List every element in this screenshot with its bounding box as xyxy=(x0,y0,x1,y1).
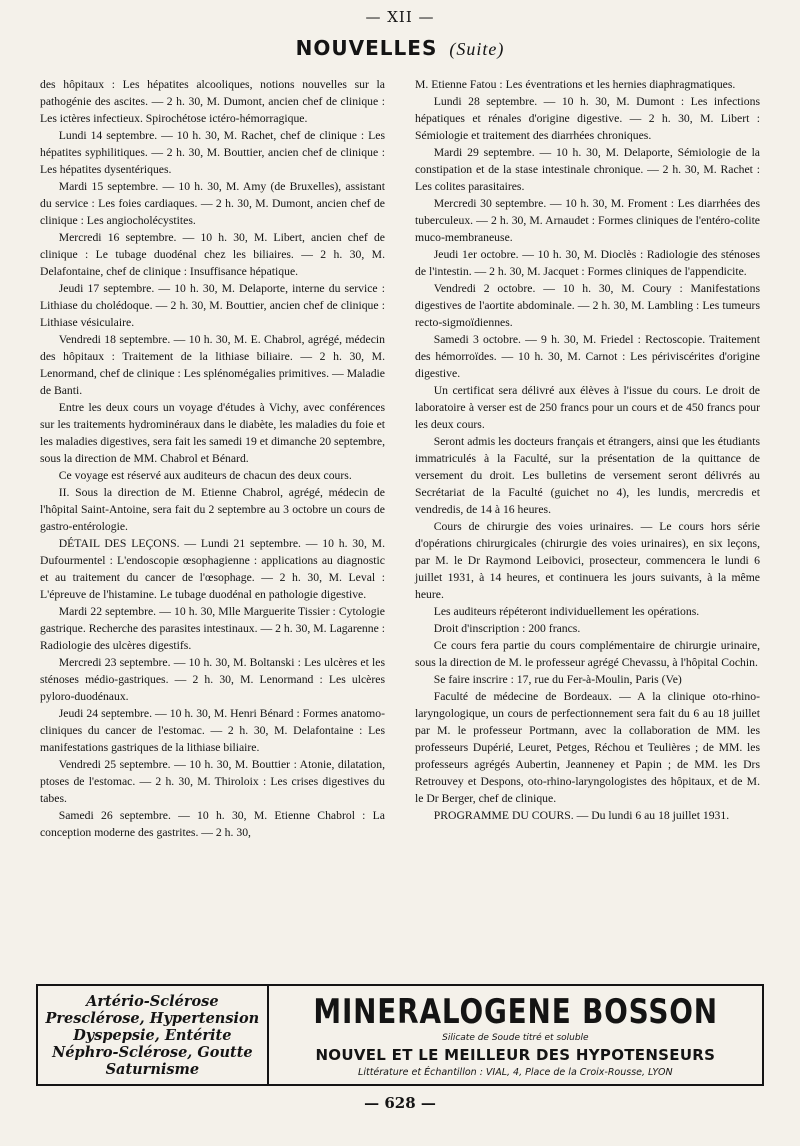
paragraph: Vendredi 18 septembre. — 10 h. 30, M. E. Chabrol, agrégé, médecin des hôpitaux : Traitement de la lithiase biliaire. — 2 h. 30, M. Lenormand, chef de clinique : Les splénomégalies primitives. — Maladie de Banti. xyxy=(40,333,385,397)
paragraph: Jeudi 24 septembre. — 10 h. 30, M. Henri Bénard : Formes anatomo-cliniques du cancer de l'estomac. — 2 h. 30, M. Delafontaine : Les manifestations gastriques de la lithiase biliaire. xyxy=(40,707,385,754)
paragraph: Samedi 26 septembre. — 10 h. 30, M. Etienne Chabrol : La conception moderne des gastrites. — 2 h. 30, xyxy=(40,809,385,839)
paragraph: Vendredi 25 septembre. — 10 h. 30, M. Bouttier : Atonie, dilatation, ptoses de l'estomac. — 2 h. 30, M. Thiroloix : Les crises digestives du tabes. xyxy=(40,758,385,805)
paragraph: Mercredi 30 septembre. — 10 h. 30, M. Froment : Les diarrhées des tuberculeux. — 2 h. 30, M. Arnaudet : Formes cliniques de l'entéro-colite muco-membraneuse. xyxy=(415,197,760,244)
advertisement xyxy=(36,984,764,1086)
section-title-text: NOUVELLES xyxy=(295,36,438,60)
paragraph: Ce voyage est réservé aux auditeurs de chacun des deux cours. xyxy=(58,469,352,482)
ad-condition: Dyspepsie, Entérite xyxy=(73,1026,232,1044)
paragraph: Seront admis les docteurs français et étrangers, ainsi que les étudiants immatriculés à la Faculté, sur la présentation de la quittance de versement du droit. Les bulletins de versement seront délivrés au Secrétariat de la Faculté (guichet no 4), les lundis, mercredis et vendredis, de 14 à 16 heures. xyxy=(415,435,760,516)
paragraph: Mercredi 23 septembre. — 10 h. 30, M. Boltanski : Les ulcères et les sténoses médio-gastriques. — 2 h. 30, M. Lenormand : Les ulcères pyloro-duodénaux. xyxy=(40,656,385,703)
page-number: — 628 — xyxy=(364,1094,436,1112)
paragraph: Se faire inscrire : 17, rue du Fer-à-Moulin, Paris (Ve) xyxy=(433,673,682,686)
paragraph: Mardi 15 septembre. — 10 h. 30, M. Amy (de Bruxelles), assistant du service : Les foies cardiaques. — 2 h. 30, M. Dumont, ancien chef de clinique : Les angiocholécystites. xyxy=(40,180,385,227)
paragraph: II. Sous la direction de M. Etienne Chabrol, agrégé, médecin de l'hôpital Saint-Antoine, sera fait du 2 septembre au 3 octobre un cours de gastro-entérologie. xyxy=(40,486,385,533)
paragraph: Droit d'inscription : 200 francs. xyxy=(433,622,581,635)
paragraph: Mercredi 16 septembre. — 10 h. 30, M. Libert, ancien chef de clinique : Le tubage duodénal chez les biliaires. — 2 h. 30, M. Delafontaine, chef de clinique : Insuffisance hépatique. xyxy=(40,231,385,278)
paragraph: Lundi 28 septembre. — 10 h. 30, M. Dumont : Les infections hépatiques et rénales d'origine digestive. — 2 h. 30, M. Libert : Sémiologie et traitement des diarrhées chroniques. xyxy=(415,95,760,142)
paragraph: M. Etienne Fatou : Les éventrations et les hernies diaphragmatiques. xyxy=(415,78,736,91)
section-title-suffix: (Suite) xyxy=(449,39,505,59)
paragraph: PROGRAMME DU COURS. — Du lundi 6 au 18 juillet 1931. xyxy=(433,809,730,822)
ad-conditions-list xyxy=(38,986,269,1084)
paragraph: Un certificat sera délivré aux élèves à l'issue du cours. Le droit de laboratoire à verser est de 250 francs pour un cours et de 450 francs pour les deux cours. xyxy=(415,384,760,431)
paragraph: Lundi 14 septembre. — 10 h. 30, M. Rachet, chef de clinique : Les hépatites syphilitiques. — 2 h. 30, M. Bouttier, ancien chef de clinique : Les hépatites dysentériques. xyxy=(40,129,385,176)
ad-tagline: NOUVEL ET LE MEILLEUR DES HYPOTENSEURS xyxy=(315,1046,716,1064)
article-columns xyxy=(40,76,760,976)
ad-condition: Néphro-Sclérose, Goutte xyxy=(52,1043,253,1061)
paragraph: DÉTAIL DES LEÇONS. — Lundi 21 septembre. — 10 h. 30, M. Dufourmentel : L'endoscopie œsophagienne : applications au diagnostic et au traitement du cancer de l'œsophage. — 2 h. 30, M. Leval : L'épreuve de l'histamine. Le tubage duodénal en pathologie digestive. xyxy=(40,537,385,601)
left-column xyxy=(40,76,385,976)
paragraph: Vendredi 2 octobre. — 10 h. 30, M. Coury : Manifestations digestives de l'aortite abdominale. — 2 h. 30, M. Lambling : Les tumeurs recto-sigmoïdiennes. xyxy=(415,282,760,329)
ad-address: Littérature et Échantillon : VIAL, 4, Place de la Croix-Rousse, LYON xyxy=(358,1067,673,1078)
ad-condition: Saturnisme xyxy=(105,1060,200,1078)
ad-condition: Presclérose, Hypertension xyxy=(45,1009,260,1027)
paragraph: Jeudi 17 septembre. — 10 h. 30, M. Delaporte, interne du service : Lithiase du cholédoque. — 2 h. 30, M. Bouttier, ancien chef de clinique : Lithiase vésiculaire. xyxy=(40,282,385,329)
paragraph: Jeudi 1er octobre. — 10 h. 30, M. Dioclès : Radiologie des sténoses de l'intestin. — 2 h. 30, M. Jacquet : Formes cliniques de l'appendicite. xyxy=(415,248,760,278)
page-roman-numeral: — XII — xyxy=(365,8,435,26)
paragraph: Faculté de médecine de Bordeaux. — A la clinique oto-rhino-laryngologique, un cours de perfectionnement sera fait du 6 au 18 juillet par M. le professeur Portmann, avec la collaboration de MM. les professeurs Dupérié, Leuret, Petges, Réchou et Teulières ; de MM. les professeurs agrégés Aubertin, Jeanneney et Papin ; de MM. les Drs Retrouvey et Despons, oto-rhino-laryngologistes des hôpitaux, et de M. le Dr Berger, chef de clinique. xyxy=(415,690,760,805)
right-column xyxy=(415,76,760,976)
paragraph: Ce cours fera partie du cours complémentaire de chirurgie urinaire, sous la direction de M. le professeur agrégé Chevassu, à l'hôpital Cochin. xyxy=(415,639,760,669)
paragraph: Mardi 22 septembre. — 10 h. 30, Mlle Marguerite Tissier : Cytologie gastrique. Recherche des parasites intestinaux. — 2 h. 30, M. Lagarenne : Radiologie des ulcères digestifs. xyxy=(40,605,385,652)
ad-subtitle: Silicate de Soude titré et soluble xyxy=(442,1033,589,1043)
ad-product xyxy=(269,986,762,1084)
paragraph: des hôpitaux : Les hépatites alcooliques, notions nouvelles sur la pathogénie des ascites. — 2 h. 30, M. Dumont, ancien chef de clinique : Les ictères infectieux. Spirochétose ictéro-hémorragique. xyxy=(40,78,385,125)
paragraph: Samedi 3 octobre. — 9 h. 30, M. Friedel : Rectoscopie. Traitement des hémorroïdes. — 10 h. 30, M. Carnot : Les périviscérites d'origine digestive. xyxy=(415,333,760,380)
section-title xyxy=(0,36,800,60)
ad-condition: Artério-Sclérose xyxy=(86,992,219,1010)
ad-brand-name: MINERALOGENE BOSSON xyxy=(313,992,718,1032)
paragraph: Entre les deux cours un voyage d'études à Vichy, avec conférences sur les traitements hydrominéraux dans le diabète, les maladies du foie et les maladies digestives, sera fait les samedi 19 et dimanche 20 septembre, sous la direction de MM. Chabrol et Bénard. xyxy=(40,401,385,465)
paragraph: Mardi 29 septembre. — 10 h. 30, M. Delaporte, Sémiologie de la constipation et de la stase intestinale chronique. — 2 h. 30, M. Rachet : Les colites parasitaires. xyxy=(415,146,760,193)
paragraph: Les auditeurs répéteront individuellement les opérations. xyxy=(433,605,700,618)
paragraph: Cours de chirurgie des voies urinaires. — Le cours hors série d'opérations chirurgicales (chirurgie des voies urinaires), en six leçons, par M. le Dr Raymond Leibovici, prosecteur, commencera le lundi 6 juillet 1931, à 14 heures, et continuera les jours suivants, à la même heure. xyxy=(415,520,760,601)
